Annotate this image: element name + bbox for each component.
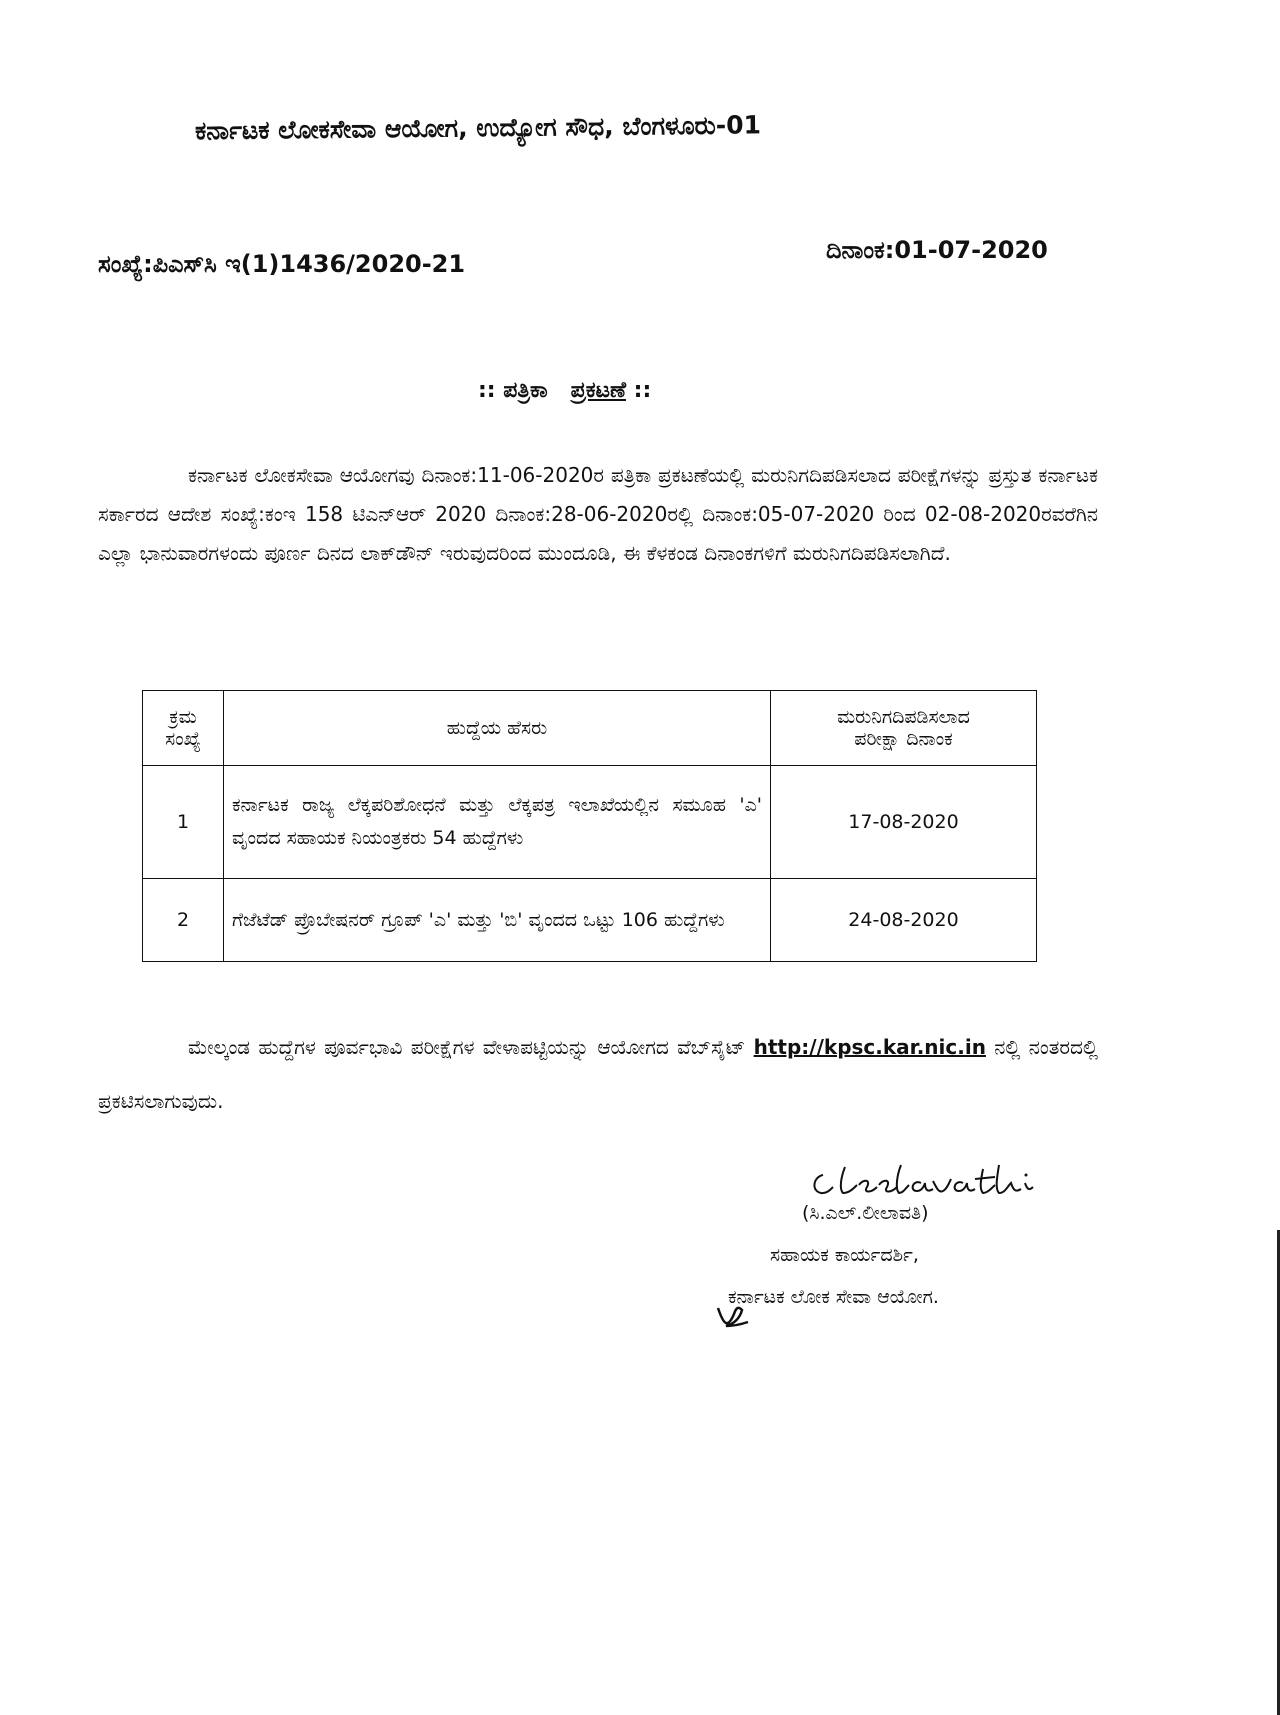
- title-word-prakatane: ಪ್ರಕಟಣೆ: [570, 378, 626, 403]
- row-post-name: ಗೆಜೆಟೆಡ್ ಪ್ರೊಬೇಷನರ್ ಗ್ರೂಪ್ 'ಎ' ಮತ್ತು 'ಬಿ' ವೃಂದದ ಒಟ್ಟು 106 ಹುದ್ದೆಗಳು: [224, 879, 771, 962]
- title-suffix: ::: [633, 378, 652, 403]
- signatory-name: (ಸಿ.ಎಲ್.ಲೀಲಾವತಿ): [802, 1202, 929, 1224]
- document-heading: ಕರ್ನಾಟಕ ಲೋಕಸೇವಾ ಆಯೋಗ, ಉದ್ಯೋಗ ಸೌಧ, ಬೆಂಗಳೂರು-01: [194, 110, 762, 146]
- row-exam-date: 24-08-2020: [771, 879, 1037, 962]
- header-post-name: ಹುದ್ದೆಯ ಹೆಸರು: [224, 691, 771, 766]
- signatory-designation: ಸಹಾಯಕ ಕಾರ್ಯದರ್ಶಿ,: [770, 1244, 919, 1266]
- row-exam-date: 17-08-2020: [771, 766, 1037, 879]
- exam-schedule-table: [142, 690, 1037, 962]
- body-paragraph: ಕರ್ನಾಟಕ ಲೋಕಸೇವಾ ಆಯೋಗವು ದಿನಾಂಕ:11-06-2020ರ ಪತ್ರಿಕಾ ಪ್ರಕಟಣೆಯಲ್ಲಿ ಮರುನಿಗದಿಪಡಿಸಲಾದ ಪರೀಕ್ಷೆಗಳನ್ನು ಪ್ರಸ್ತುತ ಕರ್ನಾಟಕ ಸರ್ಕಾರದ ಆದೇಶ ಸಂಖ್ಯೆ:ಕಂಇ 158 ಟಿಎನ್‌ಆರ್ 2020 ದಿನಾಂಕ:28-06-2020ರಲ್ಲಿ ದಿನಾಂಕ:05-07-2020 ರಿಂದ 02-08-2020ರವರೆಗಿನ ಎಲ್ಲಾ ಭಾನುವಾರಗಳಂದು ಪೂರ್ಣ ದಿನದ ಲಾಕ್‌ಡೌನ್ ಇರುವುದರಿಂದ ಮುಂದೂಡಿ, ಈ ಕೆಳಕಂಡ ದಿನಾಂಕಗಳಿಗೆ ಮರುನಿಗದಿಪಡಿಸಲಾಗಿದೆ.: [98, 463, 1098, 565]
- table-row: [143, 766, 1037, 879]
- press-note-title: [478, 378, 651, 403]
- header-serial-line1: ಕ್ರಮ: [169, 706, 197, 728]
- row-post-name: ಕರ್ನಾಟಕ ರಾಜ್ಯ ಲೆಕ್ಕಪರಿಶೋಧನೆ ಮತ್ತು ಲೆಕ್ಕಪತ್ರ ಇಲಾಖೆಯಲ್ಲಿನ ಸಮೂಹ 'ಎ' ವೃಂದದ ಸಹಾಯಕ ನಿಯಂತ್ರಕರು 54 ಹುದ್ದೆಗಳು: [224, 766, 771, 879]
- signatory-block: [700, 1192, 1100, 1318]
- footer-text-after: ನಲ್ಲಿ ನಂತರದಲ್ಲಿ ಪ್ರಕಟಿಸಲಾಗುವುದು.: [98, 1035, 1098, 1113]
- reference-date: ದಿನಾಂಕ:01-07-2020: [826, 236, 1048, 264]
- header-serial-line2: ಸಂಖ್ಯೆ: [165, 728, 201, 750]
- reference-number: ಸಂಖ್ಯೆ:ಪಿಎಸ್‌ಸಿ ಇ(1)1436/2020-21: [98, 250, 466, 278]
- handwritten-initials: [712, 1300, 752, 1332]
- title-prefix: ::: [478, 378, 496, 403]
- table-row: [143, 879, 1037, 962]
- header-serial: [143, 691, 224, 766]
- row-serial: 1: [143, 766, 224, 879]
- header-exam-date: [771, 691, 1037, 766]
- signatory-office: ಕರ್ನಾಟಕ ಲೋಕ ಸೇವಾ ಆಯೋಗ.: [728, 1286, 939, 1308]
- row-serial: 2: [143, 879, 224, 962]
- header-date-line2: ಪರೀಕ್ಷಾ ದಿನಾಂಕ: [854, 728, 953, 750]
- footer-paragraph: [98, 1020, 1098, 1128]
- header-date-line1: ಮರುನಿಗದಿಪಡಿಸಲಾದ: [837, 706, 970, 728]
- title-word-patrika: ಪತ್ರಿಕಾ: [503, 378, 548, 403]
- website-link[interactable]: http://kpsc.kar.nic.in: [753, 1035, 986, 1059]
- table-header-row: [143, 691, 1037, 766]
- footer-text-before: ಮೇಲ್ಕಂಡ ಹುದ್ದೆಗಳ ಪೂರ್ವಭಾವಿ ಪರೀಕ್ಷೆಗಳ ವೇಳಾಪಟ್ಟಿಯನ್ನು ಆಯೋಗದ ವೆಬ್‌ಸೈಟ್: [188, 1035, 746, 1059]
